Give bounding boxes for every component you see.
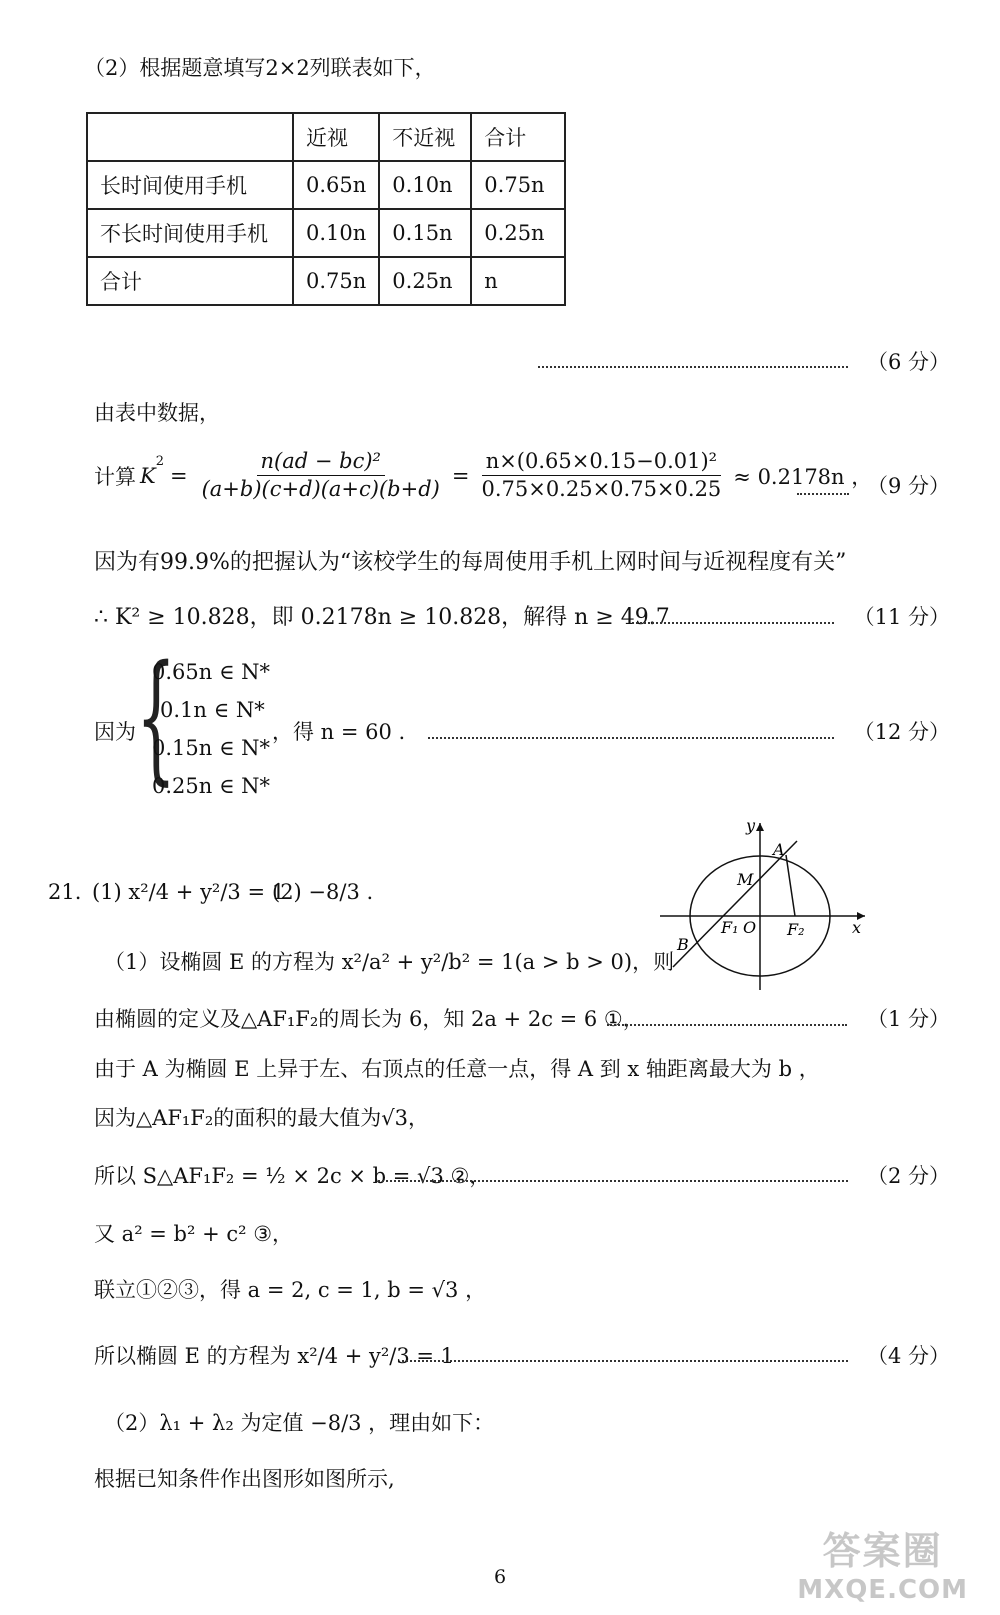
table-cell: 近视 xyxy=(293,113,379,161)
intro-text: （2）根据题意填写2×2列联表如下， xyxy=(84,56,436,80)
table-cell: 合计 xyxy=(87,257,293,305)
fraction-1 xyxy=(198,450,444,501)
dot-leader xyxy=(402,1360,848,1362)
system-line: 0.1n ∈ N* xyxy=(160,698,265,722)
therefore-line: ∴ K² ≥ 10.828，即 0.2178n ≥ 10.828，解得 n ≥ 49.7 xyxy=(94,605,670,630)
page-number: 6 xyxy=(493,1566,507,1588)
contingency-table xyxy=(86,112,566,306)
system-line: 0.65n ∈ N* xyxy=(152,660,271,684)
score-label: （12 分） xyxy=(853,720,950,744)
table-cell xyxy=(87,113,293,161)
confidence-statement: 因为有99.9%的把握认为“该校学生的每周使用手机上网时间与近视程度有关” xyxy=(94,550,847,575)
system-prefix: 因为 xyxy=(94,720,136,744)
area-line: 因为△AF₁F₂的面积的最大值为√3， xyxy=(94,1106,430,1130)
table-cell: 0.65n xyxy=(293,161,379,209)
fraction-numerator: n(ad − bc)² xyxy=(257,450,385,476)
question-number: 21. xyxy=(48,880,82,904)
dot-leader xyxy=(797,493,849,495)
label-o: O xyxy=(743,918,757,937)
table-cell: 0.75n xyxy=(471,161,565,209)
table-cell: n xyxy=(471,257,565,305)
k2-formula: 计算 K $^2$ = $\frac{\text{n(ad − bc)²}}{(a+b)(c+d)(a+c)(b+d)}$ = $\frac{\text{n×(0.65×0.15−0.01)²}}{0.75\times 0.25\times 0.75\times 0.25}$ ≈ 0.2178n ， xyxy=(94,449,873,502)
calc-prefix: 计算 xyxy=(94,464,136,489)
fraction-denominator: 0.75×0.25×0.75×0.25 xyxy=(481,477,722,502)
fraction-numerator: n×(0.65×0.15−0.01)² xyxy=(482,450,721,476)
label-f1: F₁ xyxy=(721,918,739,937)
ellipse-equation-line: 所以椭圆 E 的方程为 x²/4 + y²/3 = 1 xyxy=(94,1344,455,1368)
label-x: x xyxy=(852,918,862,937)
ellipse-diagram xyxy=(655,815,870,995)
since-a-line: 由于 A 为椭圆 E 上异于左、右顶点的任意一点，得 A 到 x 轴距离最大为 b ， xyxy=(94,1057,820,1081)
from-table-text: 由表中数据， xyxy=(94,401,220,425)
fraction-denominator: (a+b)(c+d)(a+c)(b+d) xyxy=(201,477,440,502)
dot-leader xyxy=(428,737,834,739)
answer-part-2: (2) −8/3 . xyxy=(272,880,374,904)
y-axis-arrow-icon xyxy=(756,823,764,831)
table-cell: 0.10n xyxy=(293,209,379,257)
table-header-row xyxy=(87,113,565,161)
dot-leader xyxy=(378,1180,848,1182)
table-row xyxy=(87,257,565,305)
score-label: （11 分） xyxy=(853,605,950,629)
table-cell: 合计 xyxy=(471,113,565,161)
system-line: 0.15n ∈ N* xyxy=(152,736,271,760)
perimeter-line: 由椭圆的定义及△AF₁F₂的周长为 6，知 2a + 2c = 6 ①， xyxy=(94,1007,644,1031)
table-cell: 0.25n xyxy=(379,257,471,305)
dot-leader xyxy=(538,366,848,368)
segment-af2 xyxy=(786,855,795,916)
table-cell: 不近视 xyxy=(379,113,471,161)
system-line: 0.25n ∈ N* xyxy=(152,774,271,798)
s-line: 所以 S△AF₁F₂ = ½ × 2c × b = √3 ②， xyxy=(94,1164,491,1188)
score-label: （6 分） xyxy=(866,350,950,374)
fraction-2 xyxy=(477,450,725,501)
table-cell: 0.75n xyxy=(293,257,379,305)
dot-leader xyxy=(607,1024,847,1026)
label-b: B xyxy=(677,935,689,954)
system-result: ，得 n = 60 . xyxy=(272,720,406,744)
score-label: （1 分） xyxy=(866,1007,950,1031)
table-cell: 不长时间使用手机 xyxy=(87,209,293,257)
p2-line: （2）λ₁ + λ₂ 为定值 −8/3 ，理由如下： xyxy=(104,1411,495,1435)
watermark-logo xyxy=(797,1520,968,1605)
table-row xyxy=(87,161,565,209)
k-symbol: K xyxy=(140,463,156,488)
table-cell: 长时间使用手机 xyxy=(87,161,293,209)
table-cell: 0.25n xyxy=(471,209,565,257)
score-label: （4 分） xyxy=(866,1344,950,1368)
eq3-line: 又 a² = b² + c² ③， xyxy=(94,1222,294,1246)
answer-part-1: (1) x²/4 + y²/3 = 1 xyxy=(92,880,286,904)
calc-result: ≈ 0.2178n ， xyxy=(733,464,873,489)
figure-text: 根据已知条件作出图形如图所示, xyxy=(94,1467,395,1491)
score-label: （2 分） xyxy=(866,1164,950,1188)
label-m: M xyxy=(737,870,754,889)
table-row xyxy=(87,209,565,257)
table-cell: 0.15n xyxy=(379,209,471,257)
watermark-url: MXQE.COM xyxy=(797,1575,968,1605)
watermark-title: 答案圈 xyxy=(822,1529,943,1573)
label-a: A xyxy=(773,840,785,859)
dot-leader xyxy=(632,622,834,624)
solve-line: 联立①②③，得 a = 2, c = 1, b = √3 ， xyxy=(94,1278,487,1302)
p1-intro: （1）设椭圆 E 的方程为 x²/a² + y²/b² = 1(a > b > 0)，则 xyxy=(104,950,675,974)
label-y: y xyxy=(746,816,756,835)
label-f2: F₂ xyxy=(787,920,805,939)
table-cell: 0.10n xyxy=(379,161,471,209)
score-label: （9 分） xyxy=(866,474,950,498)
brace-icon: { xyxy=(136,636,177,799)
